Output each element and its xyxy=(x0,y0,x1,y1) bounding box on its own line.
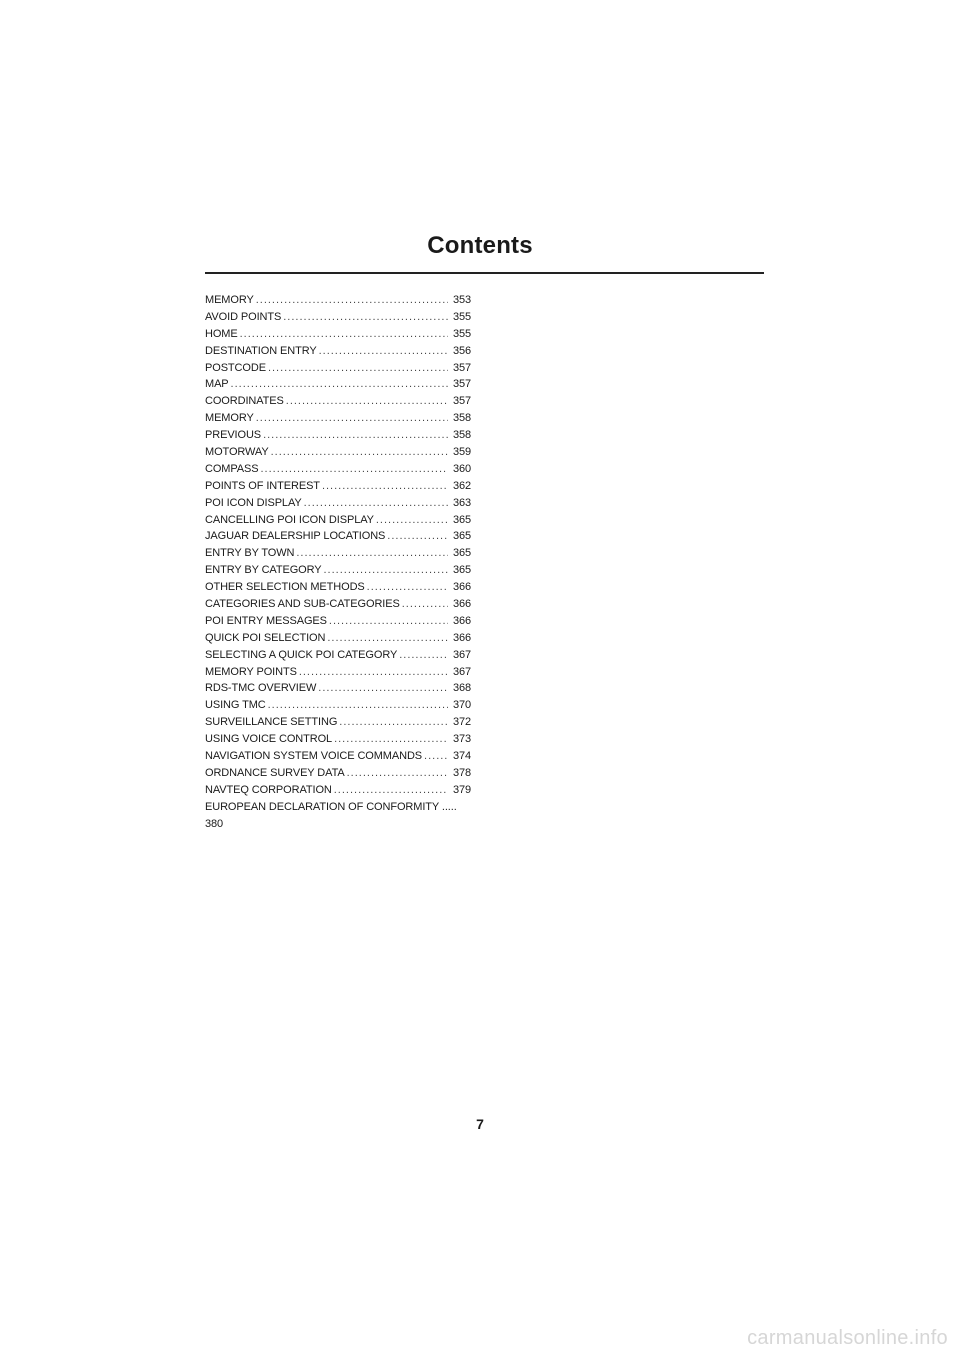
page-number: 7 xyxy=(476,1116,484,1132)
toc-entry-page: 358 xyxy=(452,429,471,442)
toc-dot-leader xyxy=(231,376,448,393)
toc-dot-leader xyxy=(256,292,448,309)
toc-dot-leader xyxy=(322,478,448,495)
toc-entry[interactable] xyxy=(205,343,471,360)
toc-entry-label: MAP xyxy=(205,378,229,391)
toc-entry[interactable] xyxy=(205,613,471,630)
toc-entry[interactable] xyxy=(205,748,471,765)
toc-entry-label: DESTINATION ENTRY xyxy=(205,344,317,357)
toc-entry-label: POINTS OF INTEREST xyxy=(205,479,320,492)
watermark: carmanualsonline.info xyxy=(747,1327,948,1349)
toc-entry-page: 357 xyxy=(452,378,471,391)
toc-entry[interactable] xyxy=(205,647,471,664)
toc-entry[interactable] xyxy=(205,714,471,731)
toc-entry[interactable] xyxy=(205,292,471,309)
toc-dot-leader xyxy=(319,343,448,360)
toc-entry-page: 379 xyxy=(452,783,471,796)
toc-dot-leader xyxy=(304,495,448,512)
toc-dot-leader xyxy=(268,697,448,714)
toc-dot-leader xyxy=(286,393,448,410)
toc-entry-page: 373 xyxy=(452,733,471,746)
toc-entry-page: 380 xyxy=(205,817,224,830)
toc-entry-label: NAVIGATION SYSTEM VOICE COMMANDS xyxy=(205,750,423,763)
toc-entry-page: 356 xyxy=(452,344,471,357)
toc-dot-leader xyxy=(399,647,448,664)
toc-entry-label: ENTRY BY TOWN xyxy=(205,547,295,560)
toc-entry-page: 357 xyxy=(452,395,471,408)
toc-dot-leader xyxy=(318,680,448,697)
toc-entry[interactable] xyxy=(205,376,471,393)
toc-entry[interactable] xyxy=(205,528,471,545)
toc-entry[interactable] xyxy=(205,309,471,326)
toc-entry[interactable] xyxy=(205,427,471,444)
toc-dot-leader xyxy=(334,782,448,799)
toc-entry-page: 358 xyxy=(452,412,471,425)
toc-entry-label: PREVIOUS xyxy=(205,429,262,442)
toc-dot-leader xyxy=(299,664,448,681)
toc-dot-leader xyxy=(339,714,448,731)
toc-entry[interactable] xyxy=(205,562,471,579)
toc-dot-leader xyxy=(240,326,448,343)
toc-entry[interactable] xyxy=(205,579,471,596)
toc-entry[interactable] xyxy=(205,410,471,427)
toc-entry-label: MEMORY POINTS xyxy=(205,665,297,678)
toc-entry-page: 355 xyxy=(452,327,471,340)
toc-entry-label: COORDINATES xyxy=(205,395,284,408)
toc-entry-label: ORDNANCE SURVEY DATA xyxy=(205,766,345,779)
toc-entry-page: 366 xyxy=(452,614,471,627)
toc-entry[interactable] xyxy=(205,461,471,478)
title-divider xyxy=(205,272,764,274)
toc-entry-label: MEMORY xyxy=(205,294,254,306)
toc-entry[interactable] xyxy=(205,512,471,529)
toc-entry-label: CATEGORIES AND SUB-CATEGORIES xyxy=(205,598,400,611)
toc-entry[interactable] xyxy=(205,782,471,799)
toc-dot-leader xyxy=(296,545,448,562)
toc-entry-label: POI ICON DISPLAY xyxy=(205,496,302,509)
toc-entry-label: AVOID POINTS xyxy=(205,310,282,323)
toc-entry-page: 367 xyxy=(452,665,471,678)
toc-entry[interactable] xyxy=(205,444,471,461)
toc-entry-page: 374 xyxy=(452,750,471,763)
toc-dot-leader xyxy=(367,579,448,596)
toc-entry-label: MEMORY xyxy=(205,412,254,425)
toc-entry-label: POI ENTRY MESSAGES xyxy=(205,614,327,627)
toc-entry-page: 370 xyxy=(452,699,471,712)
toc-entry[interactable] xyxy=(205,596,471,613)
toc-entry[interactable] xyxy=(205,731,471,748)
toc-entry-label: EUROPEAN DECLARATION OF CONFORMITY ..... xyxy=(205,800,457,813)
toc-entry[interactable] xyxy=(205,326,471,343)
toc-entry[interactable] xyxy=(205,630,471,647)
toc-entry-page: 372 xyxy=(452,716,471,729)
toc-dot-leader xyxy=(347,765,448,782)
toc-dot-leader xyxy=(327,630,448,647)
toc-entry-page: 353 xyxy=(452,294,471,306)
toc-entry-label: SELECTING A QUICK POI CATEGORY xyxy=(205,648,398,661)
toc-dot-leader xyxy=(261,461,448,478)
toc-entry-label: USING TMC xyxy=(205,699,266,712)
toc-entry[interactable] xyxy=(205,664,471,681)
toc-entry-page: 365 xyxy=(452,530,471,543)
toc-dot-leader xyxy=(268,360,448,377)
toc-dot-leader xyxy=(256,410,448,427)
toc-dot-leader xyxy=(334,731,448,748)
toc-entry-label: CANCELLING POI ICON DISPLAY xyxy=(205,513,374,526)
toc-dot-leader xyxy=(376,512,448,529)
toc-entry-page: 365 xyxy=(452,513,471,526)
toc-entry[interactable] xyxy=(205,360,471,377)
toc-entry-page: 359 xyxy=(452,446,471,459)
toc-entry-page: 366 xyxy=(452,598,471,611)
toc-entry[interactable] xyxy=(205,697,471,714)
toc-entry[interactable] xyxy=(205,495,471,512)
toc-entry[interactable] xyxy=(205,393,471,410)
toc-entry-label: USING VOICE CONTROL xyxy=(205,733,333,746)
toc-dot-leader xyxy=(283,309,448,326)
toc-entry-label: COMPASS xyxy=(205,462,259,475)
toc-dot-leader xyxy=(263,427,448,444)
toc-entry[interactable] xyxy=(205,765,471,782)
page-title: Contents xyxy=(427,232,533,259)
toc-entry-label: RDS-TMC OVERVIEW xyxy=(205,682,317,695)
toc-entry-page: 357 xyxy=(452,361,471,374)
toc-dot-leader xyxy=(424,748,448,765)
toc-entry[interactable] xyxy=(205,478,471,495)
toc-entry-page: 365 xyxy=(452,564,471,577)
toc-entry-wrapped[interactable] xyxy=(205,799,471,833)
toc-entry-label: MOTORWAY xyxy=(205,446,269,459)
toc-dot-leader xyxy=(387,528,448,545)
toc-entry[interactable] xyxy=(205,545,471,562)
table-of-contents xyxy=(205,292,471,833)
toc-entry-page: 368 xyxy=(452,682,471,695)
toc-dot-leader xyxy=(402,596,448,613)
toc-entry-label: ENTRY BY CATEGORY xyxy=(205,564,322,577)
toc-entry-page: 367 xyxy=(452,648,471,661)
toc-entry-label: JAGUAR DEALERSHIP LOCATIONS xyxy=(205,530,386,543)
toc-entry-label: POSTCODE xyxy=(205,361,266,374)
toc-dot-leader xyxy=(329,613,448,630)
toc-entry-page: 362 xyxy=(452,479,471,492)
toc-entry-label: QUICK POI SELECTION xyxy=(205,631,326,644)
toc-entry-label: NAVTEQ CORPORATION xyxy=(205,783,332,796)
toc-entry-page: 363 xyxy=(452,496,471,509)
toc-entry-page: 355 xyxy=(452,310,471,323)
toc-entry-page: 365 xyxy=(452,547,471,560)
toc-entry[interactable] xyxy=(205,680,471,697)
toc-entry-page: 360 xyxy=(452,462,471,475)
toc-dot-leader xyxy=(271,444,448,461)
toc-entry-page: 378 xyxy=(452,766,471,779)
toc-entry-page: 366 xyxy=(452,631,471,644)
toc-entry-label: SURVEILLANCE SETTING xyxy=(205,716,338,729)
toc-entry-label: HOME xyxy=(205,327,238,340)
toc-entry-page: 366 xyxy=(452,581,471,594)
toc-entry-label: OTHER SELECTION METHODS xyxy=(205,581,365,594)
toc-dot-leader xyxy=(324,562,448,579)
